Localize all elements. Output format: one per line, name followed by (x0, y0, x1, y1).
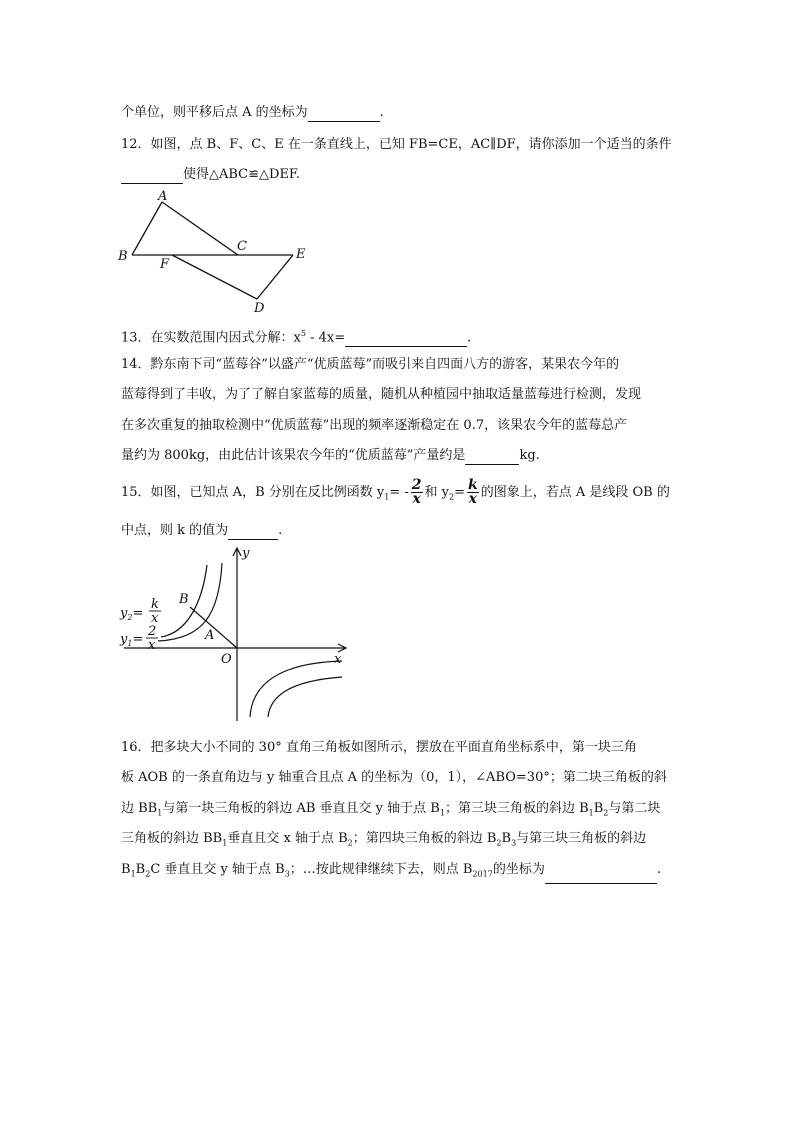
label-D: D (254, 301, 265, 316)
label-C: C (237, 239, 247, 254)
label-E: E (296, 247, 306, 262)
label-A: A (158, 189, 168, 204)
q15-line1: 15．如图，已知点 A，B 分别在反比例函数 $y_1=$ - $\frac{2}{x}$ 和 $y_2=$ $\frac{k}{x}$ 的图象上，若点 A 是线段 OB 的 (121, 477, 670, 507)
q15-line2: 中点，则 k 的值为 . (121, 523, 283, 538)
q14-answer-blank[interactable] (465, 450, 519, 465)
q15-graph (118, 545, 350, 723)
q15-fraction-2: $\frac{k}{x}$ (467, 477, 478, 507)
q12-line2: 使得△ABC≌△DEF. (121, 166, 300, 184)
q15-answer-blank[interactable] (228, 525, 278, 540)
y1-numerator: 2 (148, 624, 157, 639)
q15-fraction-1: $\frac{2}{x}$ (411, 477, 422, 507)
q11-tail: 个单位，则平移后点 A 的坐标为 (121, 105, 308, 120)
y2-numerator: k (151, 597, 159, 612)
q12-line1: 12．如图，点 B、F、C、E 在一条直线上，已知 FB=CE，AC∥DF，请你添加一个适当的条件 (121, 137, 672, 152)
y-axis-label: y (242, 546, 250, 561)
q16-line3: 边 $BB_1$与第一块三角板的斜边 AB 垂直且交 y 轴于点 $B_1$；第三块三角板的斜边 $B_1B_2$与第二块 (121, 801, 661, 818)
origin-label: O (221, 652, 232, 667)
y1-label: $y_1=$ (120, 632, 144, 648)
label-B: B (118, 249, 128, 264)
q16-line5: $B_1B_2C$ 垂直且交 y 轴于点 $B_3$；…按此规律继续下去，则点 $B_{2017}$的坐标为 . (121, 861, 661, 884)
q16-line2: 板 AOB 的一条直角边与 y 轴重合且点 A 的坐标为（0，1），∠ABO=30°；第二块三角板的斜 (121, 770, 667, 785)
q14-line2: 蓝莓得到了丰收，为了了解自家蓝莓的质量，随机从种植园中抽取适量蓝莓进行检测，发现 (121, 387, 642, 402)
q12-answer-blank[interactable] (121, 169, 183, 184)
point-B-label: B (179, 592, 189, 607)
q14-line3: 在多次重复的抽取检测中“优质蓝莓”出现的频率逐渐稳定在 0.7，该果农今年的蓝莓总产 (121, 418, 628, 433)
q16-answer-blank[interactable] (545, 869, 657, 884)
y2-denominator: x (151, 611, 159, 626)
q11-answer-blank[interactable] (308, 107, 380, 122)
y2-label: $y_2=$ (120, 606, 144, 622)
q14-line4: 量约为 800kg，由此估计该果农今年的“优质蓝莓”产量约是 kg. (121, 448, 540, 463)
q13-answer-blank[interactable] (345, 332, 467, 347)
q16-line4: 三角板的斜边 $BB_1$垂直且交 x 轴于点 $B_2$；第四块三角板的斜边 $B_2B_3$与第三块三角板的斜边 (121, 831, 647, 848)
q13-text: 13．在实数范围内因式分解：$x^5 - 4x=$ . (121, 329, 472, 346)
q14-line1: 14．黔东南下司“蓝莓谷”以盛产“优质蓝莓”而吸引来自四面八方的游客，某果农今年的 (121, 357, 620, 372)
y1-denominator: x (148, 638, 156, 653)
q16-line1: 16．把多块大小不同的 30° 直角三角板如图所示，摆放在平面直角坐标系中，第一块三角 (121, 740, 637, 755)
x-axis-label: x (334, 652, 342, 667)
q11-text: 个单位，则平移后点 A 的坐标为 . (121, 105, 384, 120)
label-F: F (160, 257, 170, 272)
point-A-label: A (205, 628, 215, 643)
q12-figure (112, 188, 322, 316)
